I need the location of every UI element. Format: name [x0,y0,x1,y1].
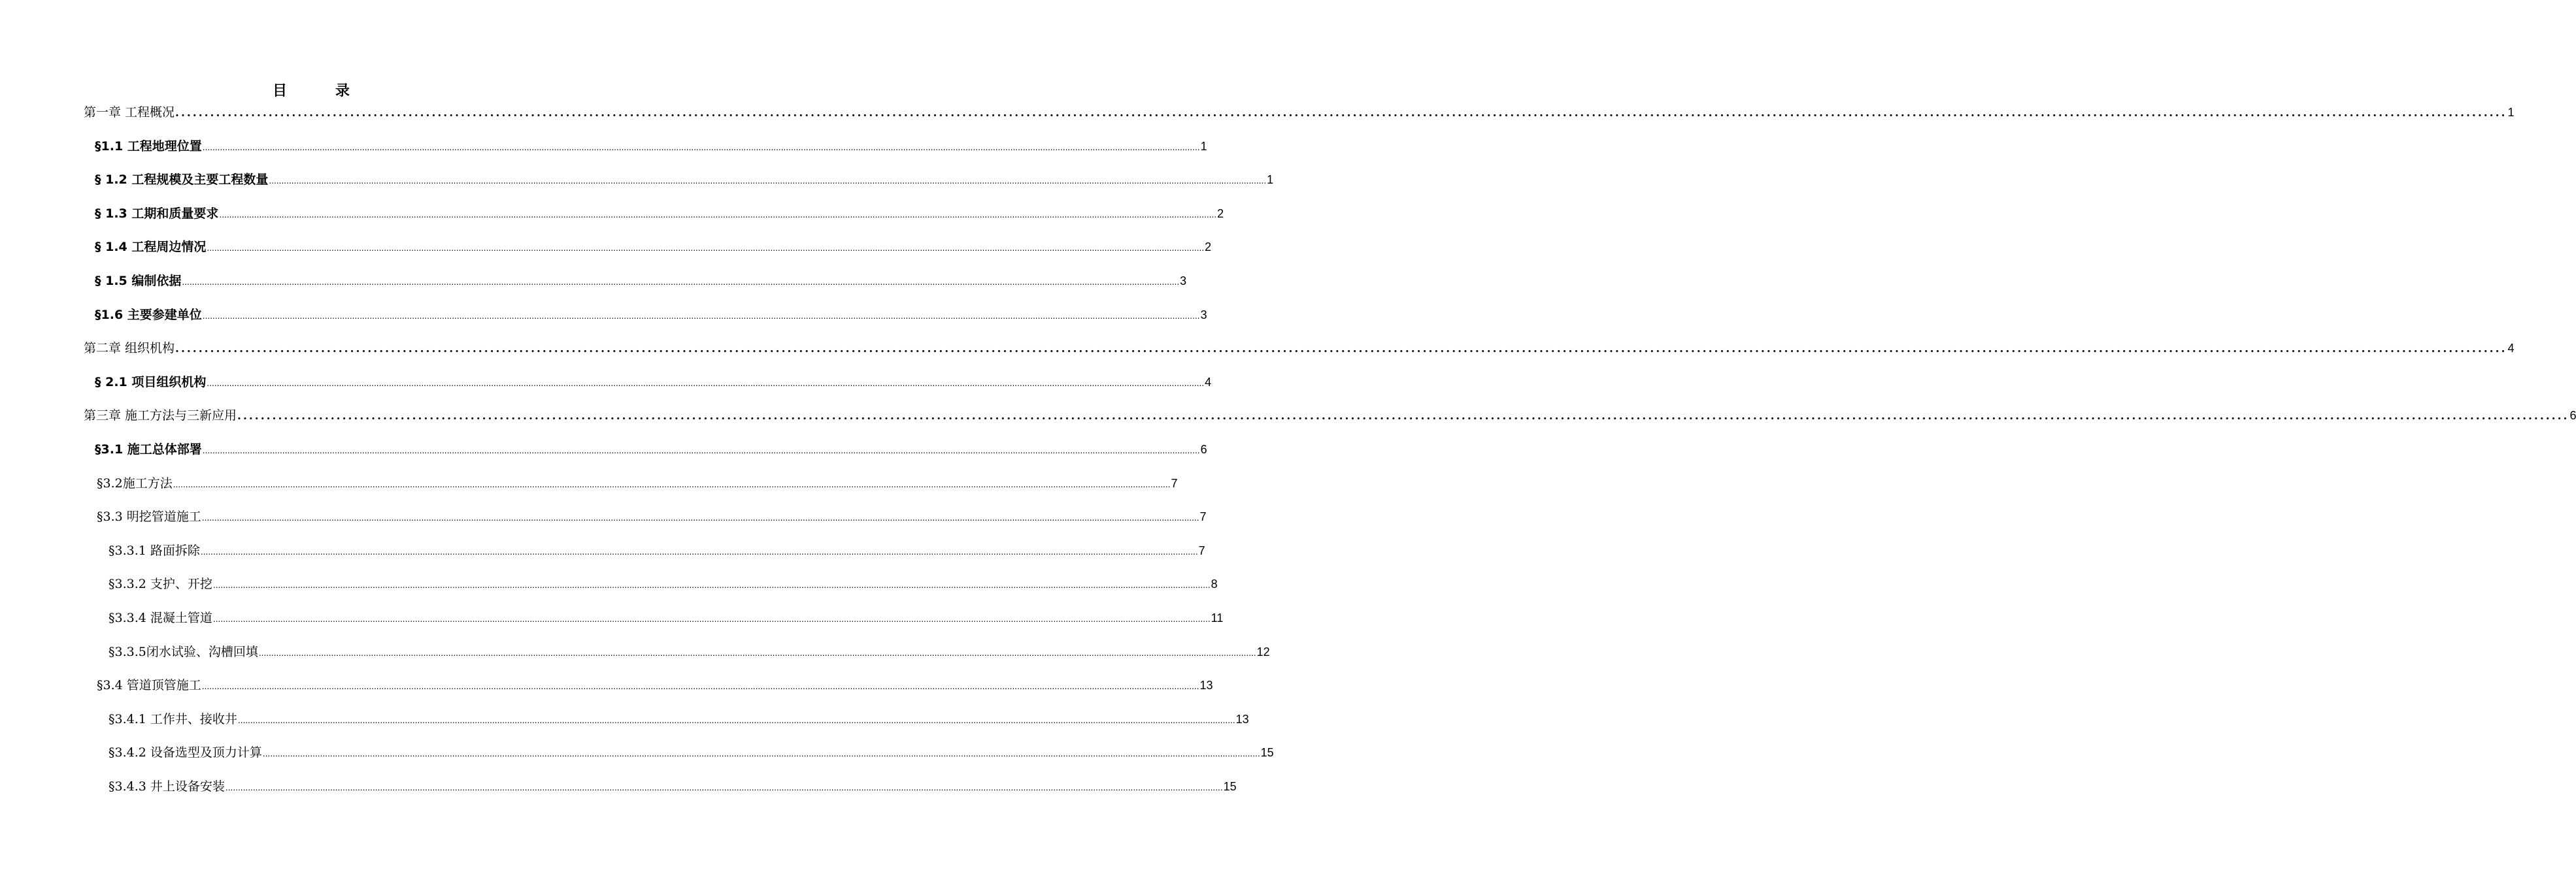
toc-dot-leader: ................................................................................................................................................................................................................................................................................................................................................................................................................ [237,410,2569,423]
toc-page-number: 2 [1205,240,1212,253]
toc-page-number: 7 [1199,510,1207,523]
toc-entry-label: §3.4 管道顶管施工 [97,678,201,692]
toc-entry-label: §1.1 工程地理位置 [95,139,202,154]
toc-entry[interactable] [109,575,1218,593]
toc-page-number: 6 [2569,409,2576,422]
toc-entry-label: §3.3.4 混凝土管道 [109,611,212,625]
toc-dot-leader: ................................................................................................................................................................................................................................................................................................................................................................................................................ [207,244,1205,253]
toc-entry[interactable] [109,643,1270,661]
toc-dot-leader: ................................................................................................................................................................................................................................................................................................................................................................................................................ [202,312,1200,321]
toc-entry[interactable] [109,609,1224,627]
toc-entry[interactable] [97,676,1213,694]
toc-entry-label: §3.4.3 井上设备安装 [109,779,225,794]
toc-page-number: 13 [1235,713,1249,726]
toc-entry-label: §1.6 主要参建单位 [95,308,202,322]
toc-entry-label: §3.2施工方法 [97,476,173,491]
toc-dot-leader: ................................................................................................................................................................................................................................................................................................................................................................................................................ [202,143,1200,152]
toc-page-number: 7 [1171,477,1178,490]
toc-entry-label: 第三章 施工方法与三新应用 [84,408,237,423]
toc-page-number: 2 [1217,207,1224,220]
toc-dot-leader: ................................................................................................................................................................................................................................................................................................................................................................................................................ [175,106,2507,120]
toc-page-number: 12 [1256,645,1270,658]
toc-entry-label: § 1.3 工期和质量要求 [95,206,219,221]
toc-entry-label: §3.3 明挖管道施工 [97,510,201,524]
toc-page-number: 15 [1260,746,1274,759]
toc-dot-leader: ................................................................................................................................................................................................................................................................................................................................................................................................................ [200,547,1198,557]
toc-page-number: 3 [1200,308,1207,321]
toc-page-number: 1 [1267,173,1274,186]
toc-dot-leader: ................................................................................................................................................................................................................................................................................................................................................................................................................ [237,716,1235,725]
toc-entry[interactable] [84,339,2515,357]
toc-entry-label: §3.3.2 支护、开挖 [109,577,212,591]
toc-page-number: 4 [2507,342,2515,355]
toc-entry[interactable] [95,137,1207,155]
toc-page-number: 1 [1200,140,1207,153]
toc-entry[interactable] [95,440,1207,459]
toc-entry[interactable] [84,406,2576,425]
toc-dot-leader: ................................................................................................................................................................................................................................................................................................................................................................................................................ [258,649,1256,658]
toc-entry[interactable] [109,777,1237,796]
toc-entry[interactable] [84,103,2515,122]
toc-dot-leader: ................................................................................................................................................................................................................................................................................................................................................................................................................ [175,342,2507,355]
toc-entry-label: § 2.1 项目组织机构 [95,375,207,389]
toc-page-number: 15 [1223,780,1237,793]
toc-page-number: 7 [1198,544,1205,557]
toc-entry[interactable] [109,710,1249,728]
toc-entry[interactable] [95,171,1274,189]
toc-entry[interactable] [109,743,1274,762]
toc-dot-leader: ................................................................................................................................................................................................................................................................................................................................................................................................................ [225,783,1223,792]
toc-entry[interactable] [97,474,1178,493]
toc-dot-leader: ................................................................................................................................................................................................................................................................................................................................................................................................................ [269,176,1267,186]
toc-page-number: 11 [1211,611,1224,625]
toc-dot-leader: ................................................................................................................................................................................................................................................................................................................................................................................................................ [173,480,1171,489]
toc-entry-label: §3.3.5闭水试验、沟槽回填 [109,645,258,659]
toc-page-number: 8 [1211,577,1218,591]
toc-entry[interactable] [109,542,1205,560]
toc-dot-leader: ................................................................................................................................................................................................................................................................................................................................................................................................................ [201,682,1199,691]
toc-entry-label: §3.4.2 设备选型及顶力计算 [109,745,262,760]
toc-entry[interactable] [95,272,1187,290]
toc-entry[interactable] [95,238,1212,256]
toc-page-number: 4 [1205,376,1212,389]
toc-entry-label: 第一章 工程概况 [84,105,175,120]
toc-entry[interactable] [95,306,1207,324]
toc-entry-label: 第二章 组织机构 [84,341,175,355]
toc-entry-label: §3.4.1 工作井、接收井 [109,712,237,726]
toc-entry-label: § 1.5 编制依据 [95,274,182,288]
toc-page-number: 6 [1200,443,1207,456]
toc-dot-leader: ................................................................................................................................................................................................................................................................................................................................................................................................................ [207,379,1205,388]
toc-title: 目 录 [272,82,367,99]
toc-entry[interactable] [95,204,1224,223]
toc-entry-label: § 1.2 工程规模及主要工程数量 [95,172,269,187]
toc-dot-leader: ................................................................................................................................................................................................................................................................................................................................................................................................................ [182,278,1180,287]
toc-dot-leader: ................................................................................................................................................................................................................................................................................................................................................................................................................ [201,513,1199,523]
toc-page-number: 1 [2507,106,2515,119]
toc-page-number: 3 [1180,274,1187,287]
toc-dot-leader: ................................................................................................................................................................................................................................................................................................................................................................................................................ [212,615,1211,624]
toc-entry-label: §3.1 施工总体部署 [95,442,202,457]
toc-page-number: 13 [1199,679,1213,692]
toc-dot-leader: ................................................................................................................................................................................................................................................................................................................................................................................................................ [202,446,1200,455]
toc-dot-leader: ................................................................................................................................................................................................................................................................................................................................................................................................................ [212,581,1211,590]
toc-entry-label: §3.3.1 路面拆除 [109,544,200,558]
toc-dot-leader: ................................................................................................................................................................................................................................................................................................................................................................................................................ [262,749,1260,758]
toc-entry[interactable] [95,373,1212,391]
toc-dot-leader: ................................................................................................................................................................................................................................................................................................................................................................................................................ [219,210,1217,220]
toc-entry[interactable] [97,508,1207,526]
toc-entry-label: § 1.4 工程周边情况 [95,240,207,254]
